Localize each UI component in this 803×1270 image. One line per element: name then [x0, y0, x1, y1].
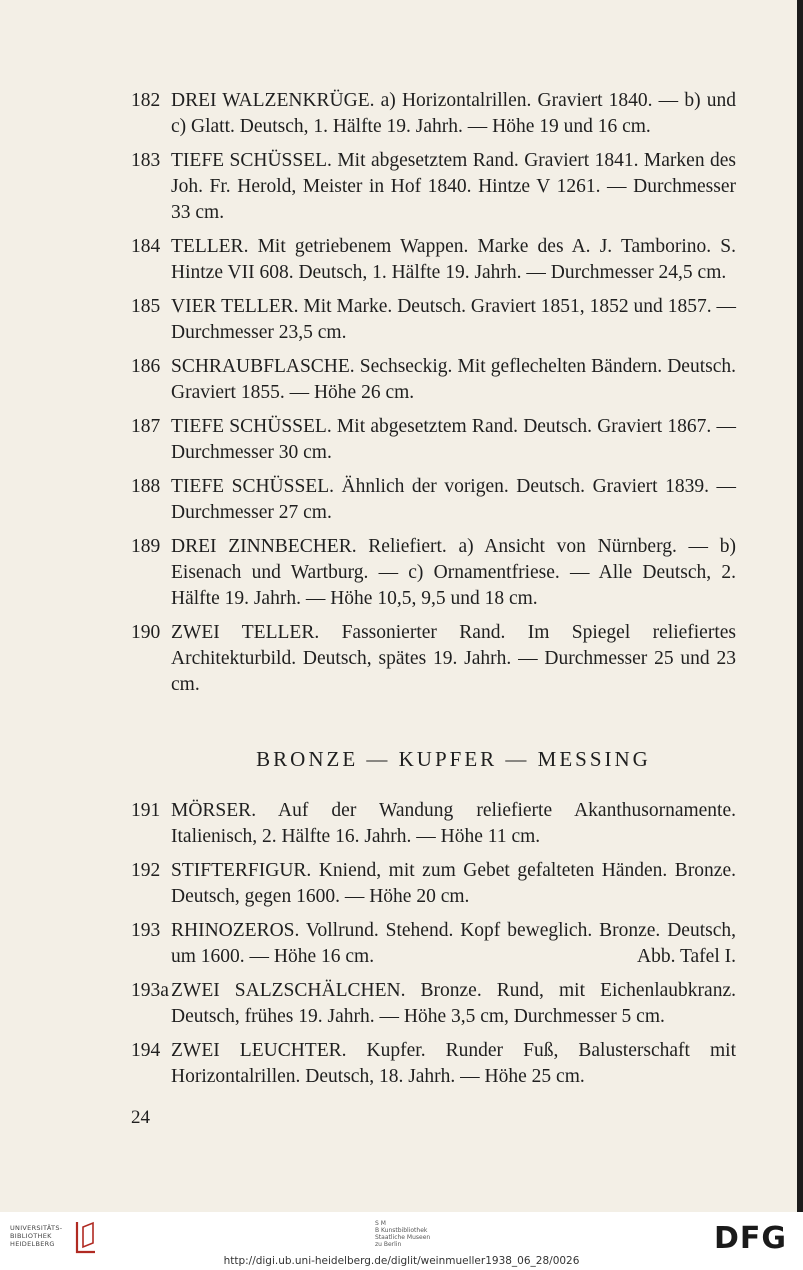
entry-number: 185: [131, 296, 161, 317]
plate-reference: Abb. Tafel I.: [637, 946, 736, 967]
entry-number: 193: [131, 920, 161, 941]
entry-number: 183: [131, 150, 161, 171]
smb-line: Staatliche Museen: [375, 1234, 431, 1241]
entry-number: 190: [131, 622, 161, 643]
page-edge: [797, 0, 803, 1212]
entry-text: STIFTERFIGUR. Kniend, mit zum Gebet gefalteten Händen. Bronze. Deutsch, gegen 1600. — Höhe 20 cm.: [171, 860, 736, 907]
entry-text: ZWEI TELLER. Fassonierter Rand. Im Spiegel reliefiertes Architekturbild. Deutsch, spätes 19. Jahrh. — Durchmesser 25 und 23 cm.: [171, 622, 736, 695]
entry-number: 184: [131, 236, 161, 257]
entry-number: 192: [131, 860, 161, 881]
entry-text: TIEFE SCHÜSSEL. Mit abgesetztem Rand. Deutsch. Graviert 1867. — Durchmesser 30 cm.: [171, 416, 736, 463]
heidelberg-library-logo-icon: [74, 1220, 98, 1254]
entry-text: ZWEI LEUCHTER. Kupfer. Runder Fuß, Balusterschaft mit Horizontalrillen. Deutsch, 18. Jahrh. — Höhe 25 cm.: [171, 1040, 736, 1087]
catalogue-entry-189: [131, 534, 736, 612]
entry-text: TIEFE SCHÜSSEL. Ähnlich der vorigen. Deutsch. Graviert 1839. — Durchmesser 27 cm.: [171, 476, 736, 523]
catalogue-entry-183: [131, 148, 736, 226]
entry-text: MÖRSER. Auf der Wandung reliefierte Akanthusornamente. Italienisch, 2. Hälfte 16. Jahrh. — Höhe 11 cm.: [171, 800, 736, 847]
entry-number: 182: [131, 90, 161, 111]
entry-text: TIEFE SCHÜSSEL. Mit abgesetztem Rand. Graviert 1841. Marken des Joh. Fr. Herold, Meister in Hof 1840. Hintze V 1261. — Durchmesser 33 cm.: [171, 150, 736, 223]
catalogue-entry-193a: [131, 978, 736, 1030]
entry-text: DREI WALZENKRÜGE. a) Horizontalrillen. Graviert 1840. — b) und c) Glatt. Deutsch, 1. Hälfte 19. Jahrh. — Höhe 19 und 16 cm.: [171, 90, 736, 137]
entry-text: ZWEI SALZSCHÄLCHEN. Bronze. Rund, mit Eichenlaubkranz. Deutsch, frühes 19. Jahrh. — Höhe 3,5 cm, Durchmesser 5 cm.: [171, 980, 736, 1027]
entry-text: VIER TELLER. Mit Marke. Deutsch. Graviert 1851, 1852 und 1857. — Durchmesser 23,5 cm.: [171, 296, 736, 343]
catalogue-entry-182: [131, 88, 736, 140]
catalogue-entry-192: [131, 858, 736, 910]
entry-text: RHINOZEROS. Vollrund. Stehend. Kopf beweglich. Bronze. Deutsch, um 1600. — Höhe 16 cm.: [171, 920, 736, 967]
catalogue-entry-185: [131, 294, 736, 346]
entry-number: 186: [131, 356, 161, 377]
entries-bottom: [131, 798, 736, 1090]
catalogue-entry-190: [131, 620, 736, 698]
university-line: UNIVERSITÄTS-: [10, 1224, 63, 1232]
catalogue-text: [131, 88, 736, 1098]
catalogue-entry-191: [131, 798, 736, 850]
permalink-url[interactable]: http://digi.ub.uni-heidelberg.de/diglit/weinmueller1938_06_28/0026: [223, 1255, 580, 1267]
entry-number: 194: [131, 1040, 161, 1061]
smb-line: B Kunstbibliothek: [375, 1227, 428, 1234]
university-line: HEIDELBERG: [10, 1240, 55, 1248]
smb-line: S M: [375, 1220, 386, 1227]
entry-text: DREI ZINNBECHER. Reliefiert. a) Ansicht von Nürnberg. — b) Eisenach und Wartburg. — c) Ornamentfriese. — Alle Deutsch, 2. Hälfte 19. Jahrh. — Höhe 10,5, 9,5 und 18 cm.: [171, 536, 736, 609]
entry-number: 188: [131, 476, 161, 497]
entry-number: 191: [131, 800, 161, 821]
entry-number: 193a: [131, 980, 169, 1001]
section-heading: BRONZE — KUPFER — MESSING: [256, 747, 651, 771]
dfg-logo: DFG: [714, 1221, 788, 1256]
smb-line: zu Berlin: [375, 1241, 402, 1248]
catalogue-entry-188: [131, 474, 736, 526]
entry-number: 189: [131, 536, 161, 557]
entries-top: [131, 88, 736, 698]
smb-kunstbibliothek-label: [375, 1220, 430, 1248]
catalogue-entry-184: [131, 234, 736, 286]
catalogue-entry-186: [131, 354, 736, 406]
entry-text: SCHRAUBFLASCHE. Sechseckig. Mit geflechelten Bändern. Deutsch. Graviert 1855. — Höhe 26 cm.: [171, 356, 736, 403]
entry-text: TELLER. Mit getriebenem Wappen. Marke des A. J. Tamborino. S. Hintze VII 608. Deutsch, 1. Hälfte 19. Jahrh. — Durchmesser 24,5 cm.: [171, 236, 736, 283]
university-library-label: [10, 1224, 62, 1248]
catalogue-entry-193: [131, 918, 736, 970]
university-line: BIBLIOTHEK: [10, 1232, 52, 1240]
catalogue-entry-194: [131, 1038, 736, 1090]
entry-number: 187: [131, 416, 161, 437]
catalogue-entry-187: [131, 414, 736, 466]
page-number: 24: [131, 1107, 150, 1128]
